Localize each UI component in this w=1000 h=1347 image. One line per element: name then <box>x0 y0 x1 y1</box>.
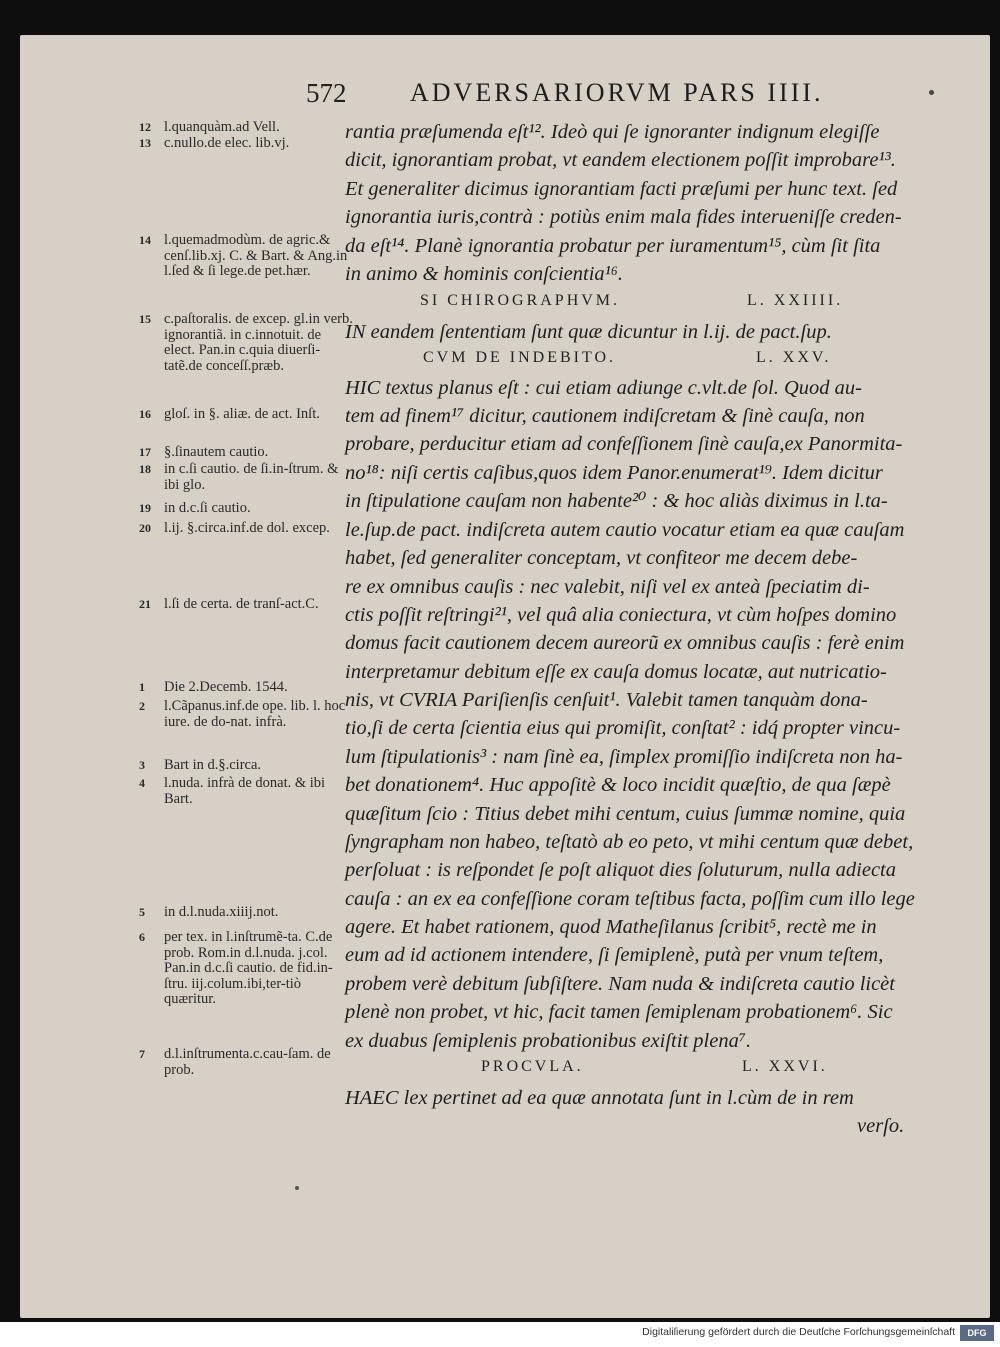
text-line: in ſtipulatione cauſam non habente²⁰ : & hoc aliàs diximus in l.ta- <box>345 490 888 512</box>
note-number: 19 <box>139 501 151 515</box>
section-heading: CVM DE INDEBITO. <box>423 349 617 366</box>
text-line: no¹⁸: niſi certis caſibus,quos idem Panor.enumerat¹⁹. Idem dicitur <box>345 462 883 484</box>
note-number: 12 <box>139 120 151 134</box>
ink-speck <box>295 1186 299 1190</box>
text-line: probare, perducitur etiam ad confeſſionem ſinè cauſa,ex Panormita- <box>345 433 903 455</box>
text-line: tem ad finem¹⁷ dicitur, cautionem indiſcretam & ſinè cauſa, non <box>345 405 865 427</box>
text-line: quæſitum ſcio : Titius debet mihi centum, cuius ſummæ nomine, quia <box>345 803 906 825</box>
text-line: nis, vt CVRIA Pariſienſis cenſuit¹. Valebit tamen tanquàm dona- <box>345 689 868 711</box>
note-number: 20 <box>139 521 151 535</box>
note-text: c.nullo.de elec. lib.vj. <box>164 135 290 151</box>
text-line: ex duabus ſemiplenis probationibus exiſtit plena⁷. <box>345 1030 752 1052</box>
note-number: 16 <box>139 407 151 421</box>
note-text: Bart in d.§.circa. <box>164 757 262 773</box>
law-number: L. XXIIII. <box>747 292 844 309</box>
text-line: HIC textus planus eſt : cui etiam adiunge c.vlt.de ſol. Quod au- <box>345 377 862 399</box>
section-heading: SI CHIROGRAPHVM. <box>420 292 621 309</box>
text-line: Et generaliter dicimus ignorantiam facti præſumi per hunc text. ſed <box>345 178 898 200</box>
text-line: probem verè debitum ſubſiſtere. Nam nuda & indiſcreta cautio licèt <box>345 973 895 995</box>
page-number: 572 <box>306 78 347 108</box>
note-text: l.nuda. infrà de donat. & ibi Bart. <box>164 775 326 807</box>
footer-credit: Digitaliſierung gefördert durch die Deutſche Forſchungsgemeinſchaft <box>642 1326 955 1338</box>
page-header <box>0 78 1000 118</box>
note-number: 3 <box>139 758 145 772</box>
text-line: in animo & hominis conſcientia¹⁶. <box>345 263 624 285</box>
note-number: 6 <box>139 930 145 944</box>
text-line: ignorantia iuris,contrà : potiùs enim mala fides interueniſſe creden- <box>345 206 902 228</box>
note-text: in d.l.nuda.xiiij.not. <box>164 904 279 920</box>
note-text: l.quanquàm.ad Vell. <box>164 119 280 135</box>
law-number: L. XXVI. <box>742 1058 828 1075</box>
text-line: eum ad id actionem intendere, ſi ſemiplenè, putà per vnum teſtem, <box>345 944 884 966</box>
text-line: verſo. <box>857 1115 905 1137</box>
text-line: rantia præſumenda eſt¹². Ideò qui ſe ignoranter indignum elegiſſe <box>345 121 880 143</box>
digitization-footer <box>0 1322 1000 1347</box>
text-line: habet, ſed generaliter conceptam, vt confiteor me decem debe- <box>345 547 858 569</box>
note-number: 18 <box>139 462 151 476</box>
text-line: da eſt¹⁴. Planè ignorantia probatur per iuramentum¹⁵, cùm ſit ſita <box>345 235 881 257</box>
text-line: le.ſup.de pact. indiſcreta autem cautio vocatur etiam ea quæ cauſam <box>345 519 905 541</box>
note-text: in c.ſi cautio. de ſi.in-ſtrum. & ibi glo. <box>164 461 339 493</box>
text-line: tio,ſi de certa ſcientia eius qui promiſit, conſtat² : idq́ propter vincu- <box>345 717 901 739</box>
ornament-dot <box>929 90 934 95</box>
text-line: interpretamur debitum eſſe ex cauſa domus locatæ, aut nutricatio- <box>345 661 887 683</box>
note-number: 21 <box>139 597 151 611</box>
note-text: l.quemadmodùm. de agric.& cenſ.lib.xj. C. & Bart. & Ang.in l.ſed & ſi lege.de pet.hær. <box>164 232 348 279</box>
text-line: dicit, ignorantiam probat, vt eandem electionem poſſit improbare¹³. <box>345 149 896 171</box>
note-text: d.l.inſtrumenta.c.cau-ſam. de prob. <box>164 1046 331 1078</box>
note-number: 7 <box>139 1047 145 1061</box>
note-number: 1 <box>139 680 145 694</box>
text-line: cauſa : an ex ea confeſſione coram teſtibus facta, poſſim cum illo lege <box>345 888 915 910</box>
note-number: 15 <box>139 312 151 326</box>
note-text: l.ſi de certa. de tranſ-act.C. <box>164 596 319 612</box>
note-number: 13 <box>139 136 151 150</box>
note-text: §.ſinautem cautio. <box>164 444 269 460</box>
text-line: re ex omnibus cauſis : nec valebit, niſi vel ex anteà ſpeciatim di- <box>345 576 870 598</box>
note-text: l.ij. §.circa.inf.de dol. excep. <box>164 520 330 536</box>
text-line: domus facit cautionem decem aureorũ ex omnibus cauſis : ferè enim <box>345 632 905 654</box>
dfg-logo: DFG <box>960 1325 994 1341</box>
note-number: 5 <box>139 905 145 919</box>
text-line: lum ſtipulationis³ : nam ſinè ea, ſimplex promiſſio indiſcreta non ha- <box>345 746 903 768</box>
text-line: bet donationem⁴. Huc appoſitè & loco incidit quæſtio, de qua ſæpè <box>345 774 891 796</box>
note-text: gloſ. in §. aliæ. de act. Inſt. <box>164 406 320 422</box>
note-number: 14 <box>139 233 151 247</box>
note-number: 2 <box>139 699 145 713</box>
note-text: in d.c.ſi cautio. <box>164 500 251 516</box>
text-line: ſyngrapham non habeo, teſtatò ab eo peto, vt mihi centum quæ debet, <box>345 831 914 853</box>
law-number: L. XXV. <box>756 349 832 366</box>
running-head: ADVERSARIORVM PARS IIII. <box>410 78 824 107</box>
text-line: plenè non probet, vt hic, facit tamen ſemiplenam probationem⁶. Sic <box>345 1001 893 1023</box>
note-text: l.Cãpanus.inf.de ope. lib. l. hoc iure. de do-nat. infrà. <box>164 698 346 730</box>
note-number: 4 <box>139 776 145 790</box>
note-text: Die 2.Decemb. 1544. <box>164 679 288 695</box>
text-line: agere. Et habet rationem, quod Matheſilanus ſcribit⁵, rectè me in <box>345 916 877 938</box>
section-heading: PROCVLA. <box>481 1058 584 1075</box>
text-line: perſoluat : is reſpondet ſe poſt aliquot dies ſoluturum, nulla adiecta <box>345 859 896 881</box>
note-text: c.paſtoralis. de excep. gl.in verb. ignorantiã. in c.innotuit. de elect. Pan.in c.quia diuerſi-tatẽ.de conceſſ.præb. <box>164 311 353 374</box>
note-number: 17 <box>139 445 151 459</box>
note-text: per tex. in l.inſtrumẽ-ta. C.de prob. Rom.in d.l.nuda. j.col. Pan.in d.c.ſi cautio. de fid.in-ſtru. iij.colum.ibi,ter-tiò quæritur. <box>164 929 333 1007</box>
text-line: IN eandem ſententiam ſunt quæ dicuntur in l.ij. de pact.ſup. <box>345 321 832 343</box>
text-line: ctis poſſit reſtringi²¹, vel quâ alia coniectura, vt cùm hoſpes domino <box>345 604 897 626</box>
text-line: HAEC lex pertinet ad ea quæ annotata ſunt in l.cùm de in rem <box>345 1087 854 1109</box>
